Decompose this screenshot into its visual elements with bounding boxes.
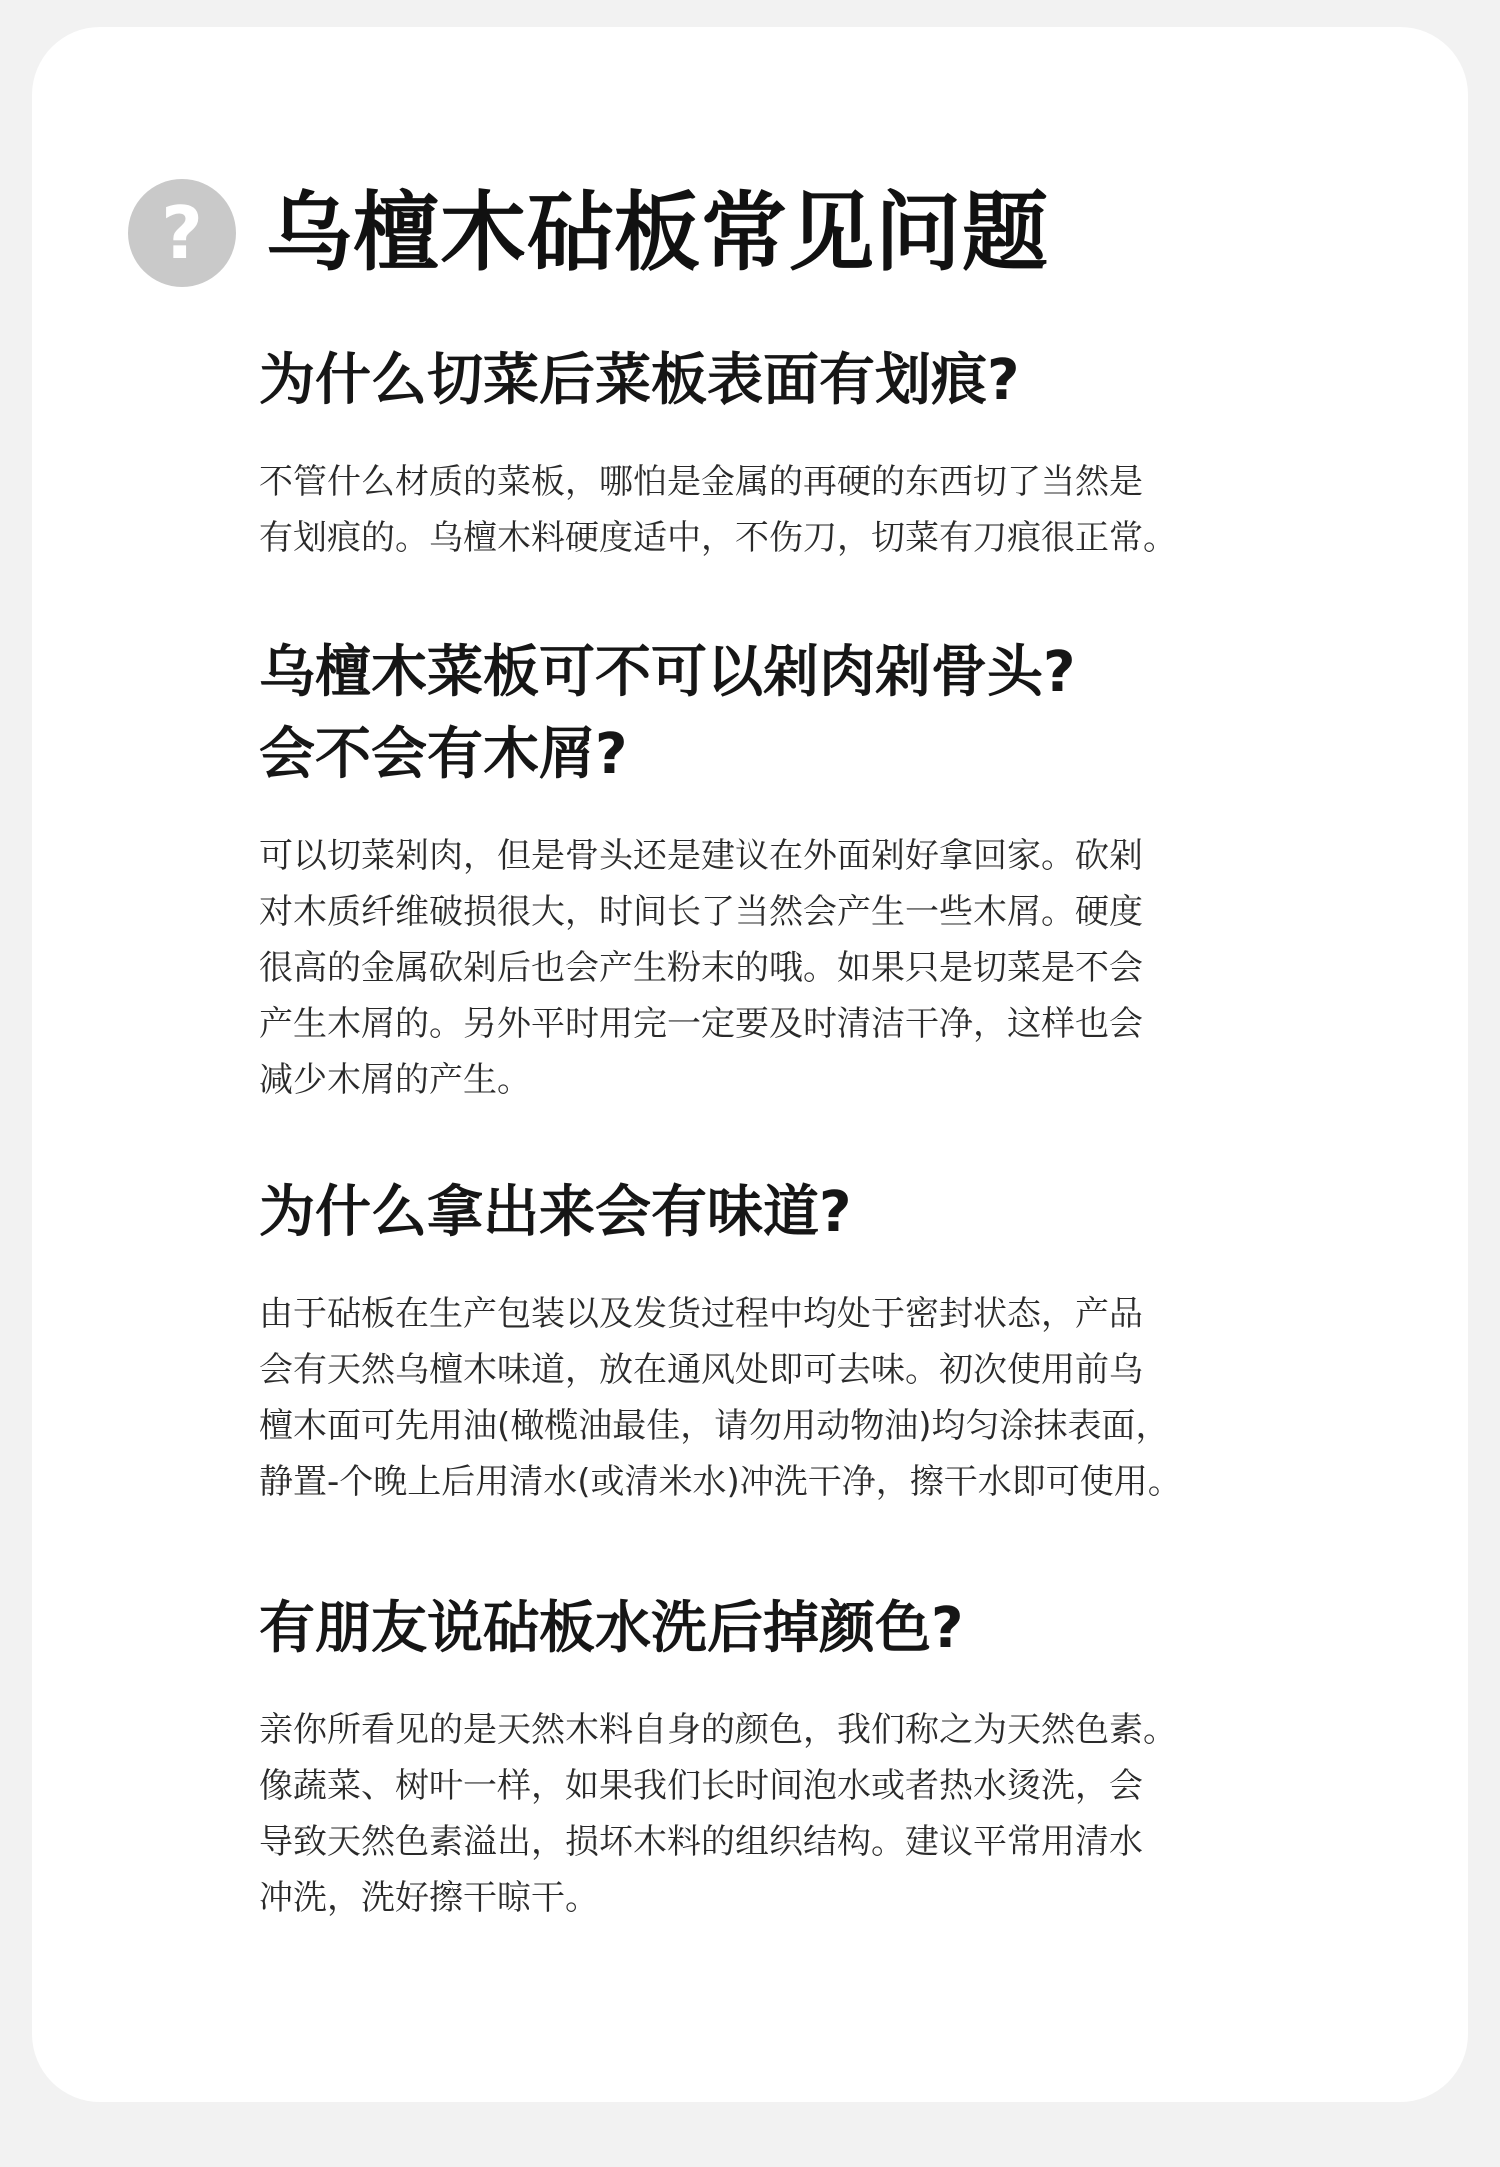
faq-answer-line: 对木质纤维破损很大，时间长了当然会产生一些木屑。硬度 [259, 892, 1143, 932]
faq-answer [259, 454, 1177, 566]
faq-item [259, 632, 1143, 1108]
faq-answer-line: 导致天然色素溢出，损坏木料的组织结构。建议平常用清水 [259, 1822, 1143, 1862]
faq-answer-line: 冲洗，洗好擦干晾干。 [259, 1878, 599, 1918]
faq-answer-line: 亲你所看见的是天然木料自身的颜色，我们称之为天然色素。 [259, 1710, 1177, 1750]
faq-item [259, 1172, 1182, 1510]
title-row [128, 178, 1049, 288]
faq-question: 为什么切菜后菜板表面有划痕? [259, 348, 1020, 413]
faq-question: 乌檀木菜板可不可以剁肉剁骨头? [259, 640, 1076, 705]
faq-answer-line: 减少木屑的产生。 [259, 1060, 531, 1100]
faq-answer-line: 像蔬菜、树叶一样，如果我们长时间泡水或者热水烫洗，会 [259, 1766, 1143, 1806]
faq-answer-line: 很高的金属砍剁后也会产生粉末的哦。如果只是切菜是不会 [259, 948, 1143, 988]
faq-answer-line: 檀木面可先用油(橄榄油最佳，请勿用动物油)均匀涂抹表面， [259, 1406, 1170, 1446]
faq-answer [259, 1286, 1182, 1510]
faq-answer-line: 不管什么材质的菜板，哪怕是金属的再硬的东西切了当然是 [259, 462, 1143, 502]
faq-question: 会不会有木屑? [259, 722, 628, 787]
faq-answer-line: 产生木屑的。另外平时用完一定要及时清洁干净，这样也会 [259, 1004, 1143, 1044]
question-icon: ? [128, 179, 236, 287]
faq-answer-line: 有划痕的。乌檀木料硬度适中，不伤刀，切菜有刀痕很正常。 [259, 518, 1177, 558]
faq-question: 为什么拿出来会有味道? [259, 1180, 852, 1245]
faq-answer-line: 会有天然乌檀木味道，放在通风处即可去味。初次使用前乌 [259, 1350, 1143, 1390]
faq-card [32, 27, 1468, 2102]
faq-item [259, 340, 1177, 566]
faq-answer [259, 1702, 1177, 1926]
faq-question: 有朋友说砧板水洗后掉颜色? [259, 1596, 964, 1661]
faq-answer [259, 828, 1143, 1108]
faq-answer-line: 由于砧板在生产包装以及发货过程中均处于密封状态，产品 [259, 1294, 1143, 1334]
faq-answer-line: 静置-个晚上后用清水(或清米水)冲洗干净，擦干水即可使用。 [259, 1462, 1182, 1502]
faq-answer-line: 可以切菜剁肉，但是骨头还是建议在外面剁好拿回家。砍剁 [259, 836, 1143, 876]
faq-item [259, 1588, 1177, 1926]
page-title: 乌檀木砧板常见问题 [266, 183, 1049, 283]
